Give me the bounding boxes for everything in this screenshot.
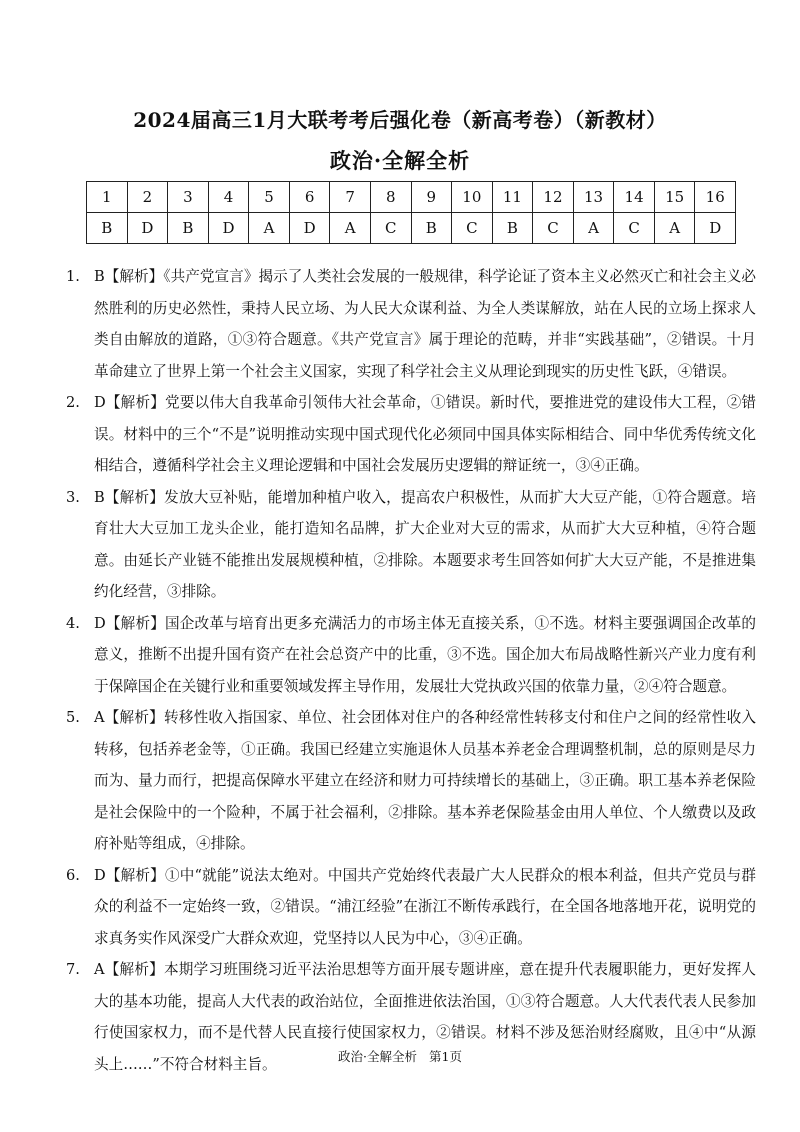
answer-cell: B bbox=[411, 213, 452, 244]
question-number-cell: 11 bbox=[492, 182, 533, 213]
question-number-cell: 12 bbox=[533, 182, 574, 213]
page-title: 2024届高三1月大联考考后强化卷（新高考卷）（新教材） bbox=[133, 108, 667, 132]
question-number-cell: 13 bbox=[573, 182, 614, 213]
page-subtitle: 政治·全解全析 bbox=[329, 148, 471, 173]
item-text: A【解析】本期学习班围绕习近平法治思想等方面开展专题讲座，意在提升代表履职能力，更好发挥人大的基本功能，提高人大代表的政治站位，全面推进依法治国，①③符合题意。人大代表代表人民参加行使国家权力，而不是代替人民直接行使国家权力，②错误。材料不涉及惩治财经腐败，且④中“从源头上……”不符合材料主旨。 bbox=[94, 961, 756, 1073]
question-number-cell: 5 bbox=[249, 182, 290, 213]
page-footer bbox=[0, 1047, 800, 1065]
item-number: 5. bbox=[66, 709, 80, 726]
question-number-cell: 9 bbox=[411, 182, 452, 213]
question-number-cell: 6 bbox=[289, 182, 330, 213]
question-number-cell: 8 bbox=[370, 182, 411, 213]
item-number: 2. bbox=[66, 394, 80, 411]
item-text: A【解析】转移性收入指国家、单位、社会团体对住户的各种经常性转移支付和住户之间的经常性收入转移，包括养老金等，①正确。我国已经建立实施退休人员基本养老金合理调整机制，总的原则是尽力而为、量力而行，把提高保障水平建立在经济和财力可持续增长的基础上，③正确。职工基本养老保险是社会保险中的一个险种，不属于社会福利，②排除。基本养老保险基金由用人单位、个人缴费以及政府补贴等组成，④排除。 bbox=[94, 709, 756, 852]
question-number-cell: 10 bbox=[452, 182, 493, 213]
answer-cell: A bbox=[330, 213, 371, 244]
item-number: 6. bbox=[66, 866, 80, 884]
question-number-cell: 14 bbox=[614, 182, 655, 213]
item-number: 4. bbox=[66, 614, 80, 632]
answer-table bbox=[86, 181, 736, 244]
explanation-item bbox=[66, 482, 756, 608]
answer-cell: A bbox=[249, 213, 290, 244]
explanation-item bbox=[66, 860, 756, 955]
answer-cell: D bbox=[695, 213, 736, 244]
answer-table-answer-row bbox=[87, 213, 736, 244]
answer-cell: C bbox=[370, 213, 411, 244]
question-number-cell: 16 bbox=[695, 182, 736, 213]
question-number-cell: 1 bbox=[87, 182, 128, 213]
item-number: 7. bbox=[66, 961, 80, 978]
item-number: 1. bbox=[66, 268, 80, 285]
question-number-cell: 2 bbox=[127, 182, 168, 213]
answer-table-number-row bbox=[87, 182, 736, 213]
question-number-cell: 3 bbox=[168, 182, 209, 213]
answer-cell: B bbox=[492, 213, 533, 244]
answer-cell: D bbox=[208, 213, 249, 244]
explanation-item bbox=[66, 608, 756, 703]
item-text: D【解析】党要以伟大自我革命引领伟大社会革命，①错误。新时代，要推进党的建设伟大工程，②错误。材料中的三个“不是”说明推动实现中国式现代化必须同中国具体实际相结合、同中华优秀传统文化相结合，遵循科学社会主义理论逻辑和中国社会发展历史逻辑的辩证统一，③④正确。 bbox=[94, 394, 756, 474]
item-text: B【解析】发放大豆补贴，能增加种植户收入，提高农户积极性，从而扩大大豆产能，①符合题意。培育壮大大豆加工龙头企业，能打造知名品牌，扩大企业对大豆的需求，从而扩大大豆种植，④符合题意。由延长产业链不能推出发展规模种植，②排除。本题要求考生回答如何扩大大豆产能，不是推进集约化经营，③排除。 bbox=[94, 488, 756, 600]
answer-cell: A bbox=[573, 213, 614, 244]
page-number: 第1页 bbox=[429, 1049, 462, 1064]
question-number-cell: 7 bbox=[330, 182, 371, 213]
answer-cell: D bbox=[127, 213, 168, 244]
explanation-item bbox=[66, 702, 756, 860]
answer-cell: D bbox=[289, 213, 330, 244]
item-text: D【解析】国企改革与培育出更多充满活力的市场主体无直接关系，①不选。材料主要强调国企改革的意义，推断不出提升国有资产在社会总资产中的比重，③不选。国企加大布局战略性新兴产业力度有利于保障国企在关键行业和重要领域发挥主导作用，发展壮大党执政兴国的依靠力量，②④符合题意。 bbox=[94, 614, 756, 695]
item-text: B【解析】《共产党宣言》揭示了人类社会发展的一般规律，科学论证了资本主义必然灭亡和社会主义必然胜利的历史必然性，秉持人民立场、为人民大众谋利益、为全人类谋解放，站在人民的立场上探求人类自由解放的道路，①③符合题意。《共产党宣言》属于理论的范畴，并非“实践基础”，②错误。十月革命建立了世界上第一个社会主义国家，实现了科学社会主义从理论到现实的历史性飞跃，④错误。 bbox=[94, 268, 756, 380]
item-number: 3. bbox=[66, 488, 80, 506]
footer-label: 政治·全解全析 bbox=[338, 1049, 418, 1064]
answer-cell: C bbox=[533, 213, 574, 244]
answer-cell: A bbox=[654, 213, 695, 244]
explanation-list bbox=[66, 261, 756, 1080]
answer-cell: C bbox=[452, 213, 493, 244]
item-text: D【解析】①中“就能”说法太绝对。中国共产党始终代表最广大人民群众的根本利益，但共产党员与群众的利益不一定始终一致，②错误。“浦江经验”在浙江不断传承践行，在全国各地落地开花，说明党的求真务实作风深受广大群众欢迎，党坚持以人民为中心，③④正确。 bbox=[94, 866, 756, 947]
explanation-item bbox=[66, 387, 756, 482]
question-number-cell: 15 bbox=[654, 182, 695, 213]
question-number-cell: 4 bbox=[208, 182, 249, 213]
answer-cell: C bbox=[614, 213, 655, 244]
answer-cell: B bbox=[87, 213, 128, 244]
explanation-item bbox=[66, 261, 756, 387]
answer-cell: B bbox=[168, 213, 209, 244]
